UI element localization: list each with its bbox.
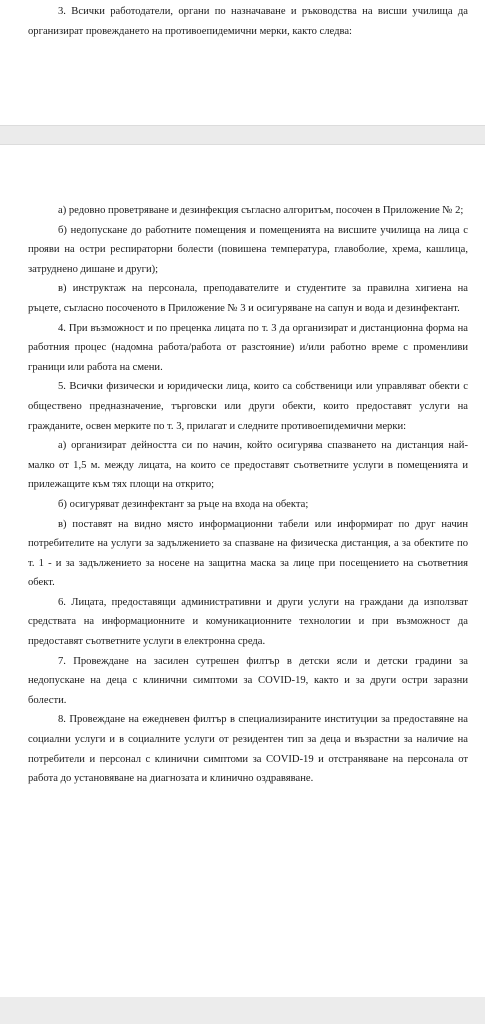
paragraph-3b: б) недопускане до работните помещения и помещенията на висшите училища на лица с прояви на остри респираторни болести (повишена температура, главоболие, хрема, кашлица, затруднено дишане и други);: [28, 224, 468, 275]
paragraph-5c: в) поставят на видно място информационни табели или информират по друг начин потребителите на услуги за задължението за спазване на физическа дистанция, а за обектите по т. 1 - и за задължението за носене на защитна маска за лице при посещението на съответния обект.: [28, 518, 468, 589]
paragraph-item-3: 3. Всички работодатели, органи по назначаване и ръководства на висши училища да организират провеждането на противоепидемични мерки, както следва:: [28, 6, 468, 37]
paragraph-5a: а) организират дейността си по начин, който осигурява спазването на дистанция най-малко от 1,5 м. между лицата, на които се предоставят съответните услуги в помещенията и прилежащите към тях площи на открито;: [28, 440, 468, 491]
paragraph-3c: в) инструктаж на персонала, преподавателите и студентите за правилна хигиена на ръцете, съгласно посоченото в Приложение № 3 и осигуряване на сапун и вода и дезинфектант.: [28, 283, 468, 314]
paragraph-item-5: 5. Всички физически и юридически лица, които са собственици или управляват обекти с обществено предназначение, търговски или други обекти, които предоставят услуги на гражданите, освен мерките по т. 3, прилагат и следните противоепидемични мерки:: [28, 381, 468, 432]
page-separator: [0, 125, 485, 145]
text-block-top: [28, 2, 468, 41]
paragraph-item-7: 7. Провеждане на засилен сутрешен филтър в детски ясли и детски градини за недопускане на деца с клинични симптоми за COVID-19, както и за други остри заразни болести.: [28, 655, 468, 706]
paragraph-item-4: 4. При възможност и по преценка лицата по т. 3 да организират и дистанционна форма на работния процес (надомна работа/работа от разстояние) и/или работно време с променливи граници или работа на смени.: [28, 322, 468, 373]
paragraph-item-6: 6. Лицата, предоставящи административни и други услуги на граждани да използват средствата на информационните и комуникационните технологии и при възможност да предоставят съответните услуги в електронна среда.: [28, 596, 468, 648]
text-block-main: [28, 201, 468, 789]
paragraph-item-8: 8. Провеждане на ежедневен филтър в специализираните институции за предоставяне на социални услуги и в социалните услуги от резидентен тип за деца и възрастни за наличие на потребители и персонал с клинични симптоми за COVID-19 и отстраняване на персонала от работа до установяване на диагнозата и клинично оздравяване.: [28, 714, 468, 785]
bottom-bar: [0, 997, 485, 1024]
document-page-top: [0, 0, 485, 125]
paragraph-3a: а) редовно проветряване и дезинфекция съгласно алгоритъм, посочен в Приложение № 2;: [58, 205, 464, 216]
document-page-main: [0, 145, 485, 997]
paragraph-5b: б) осигуряват дезинфектант за ръце на входа на обекта;: [58, 498, 309, 510]
